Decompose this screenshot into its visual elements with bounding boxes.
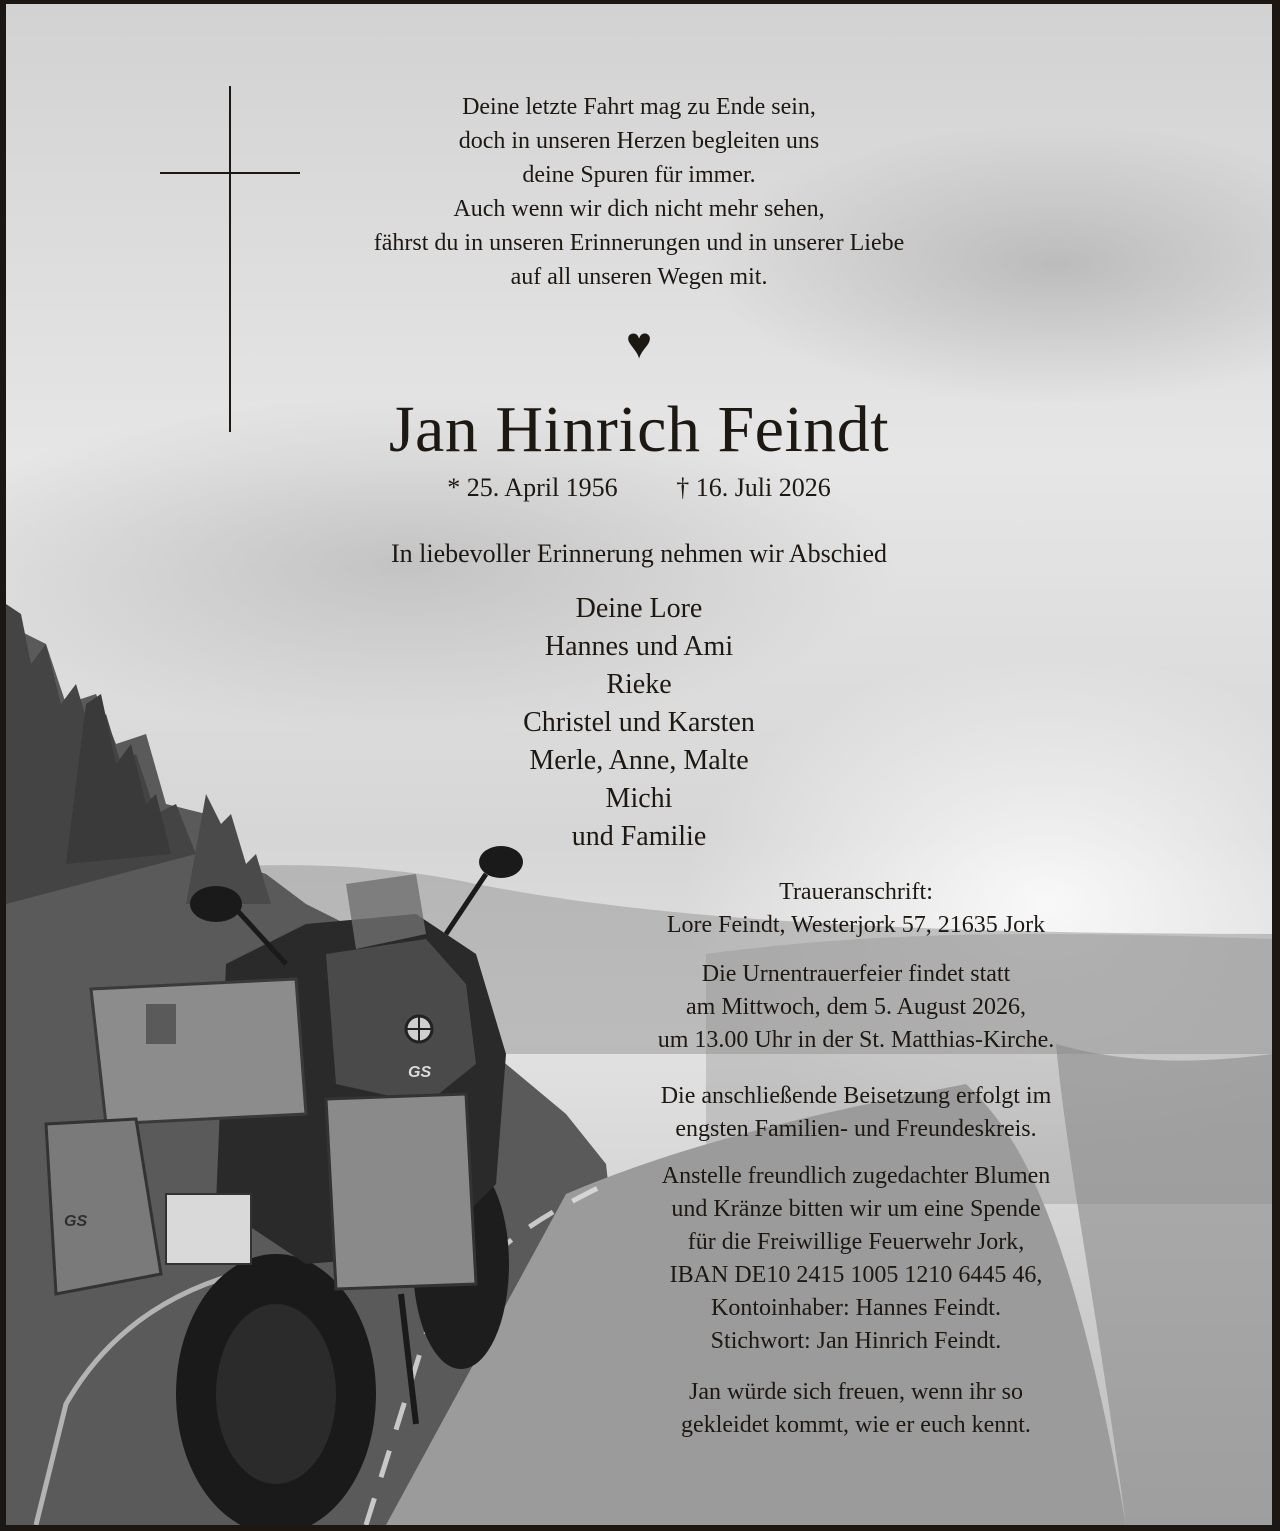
- dress-line: Jan würde sich freuen, wenn ihr so: [689, 1379, 1023, 1405]
- funeral-line: Die Urnentrauerfeier findet statt: [701, 961, 1011, 987]
- death-date: † 16. Juli 2026: [676, 473, 831, 502]
- life-dates: [6, 470, 1272, 506]
- verse-line: doch in unseren Herzen begleiten uns: [458, 128, 820, 154]
- mourners-list: [6, 590, 1272, 856]
- mourner-line: Hannes und Ami: [544, 631, 734, 662]
- deceased-name: Jan Hinrich Feindt: [388, 393, 890, 466]
- donation-iban: IBAN DE10 2415 1005 1210 6445 46,: [669, 1262, 1043, 1288]
- burial-line: engsten Familien- und Freundeskreis.: [675, 1116, 1037, 1142]
- mourner-line: Michi: [605, 783, 673, 814]
- funeral-service-info: [566, 958, 1146, 1057]
- mourner-line: Deine Lore: [575, 593, 703, 624]
- verse-line: Auch wenn wir dich nicht mehr sehen,: [453, 196, 825, 222]
- mourning-address: [566, 876, 1146, 942]
- heart-icon: ♥: [625, 319, 653, 368]
- mourner-line: Christel und Karsten: [523, 707, 755, 738]
- mourner-line: Merle, Anne, Malte: [529, 745, 749, 776]
- pannier-badge-text: GS: [64, 1213, 88, 1230]
- obituary-page: [6, 4, 1272, 1525]
- donation-line: Anstelle freundlich zugedachter Blumen: [661, 1163, 1051, 1189]
- donation-info: [566, 1160, 1146, 1358]
- funeral-line: um 13.00 Uhr in der St. Matthias-Kirche.: [657, 1027, 1055, 1053]
- burial-info: [566, 1080, 1146, 1146]
- burial-line: Die anschließende Beisetzung erfolgt im: [660, 1083, 1052, 1109]
- donation-line: und Kränze bitten wir um eine Spende: [671, 1196, 1041, 1222]
- address-value: Lore Feindt, Westerjork 57, 21635 Jork: [666, 912, 1046, 938]
- verse-line: auf all unseren Wegen mit.: [510, 264, 768, 290]
- mourner-line: und Familie: [571, 821, 707, 852]
- funeral-line: am Mittwoch, dem 5. August 2026,: [686, 994, 1026, 1020]
- mourner-line: Rieke: [606, 669, 672, 700]
- memorial-verse: [6, 90, 1272, 294]
- dress-line: gekleidet kommt, wie er euch kennt.: [681, 1412, 1031, 1438]
- verse-line: fährst du in unseren Erinnerungen und in unserer Liebe: [373, 230, 905, 256]
- birth-date: * 25. April 1956: [447, 473, 618, 502]
- donation-reference: Stichwort: Jan Hinrich Feindt.: [710, 1328, 1002, 1354]
- dress-code-note: [566, 1376, 1146, 1442]
- verse-line: deine Spuren für immer.: [522, 162, 756, 188]
- address-label: Traueranschrift:: [779, 879, 933, 905]
- donation-account-holder: Kontoinhaber: Hannes Feindt.: [711, 1295, 1001, 1321]
- donation-line: für die Freiwillige Feuerwehr Jork,: [687, 1229, 1025, 1255]
- verse-line: Deine letzte Fahrt mag zu Ende sein,: [462, 94, 816, 120]
- farewell-intro: In liebevoller Erinnerung nehmen wir Abschied: [390, 539, 888, 568]
- tank-badge-text: GS: [408, 1064, 432, 1081]
